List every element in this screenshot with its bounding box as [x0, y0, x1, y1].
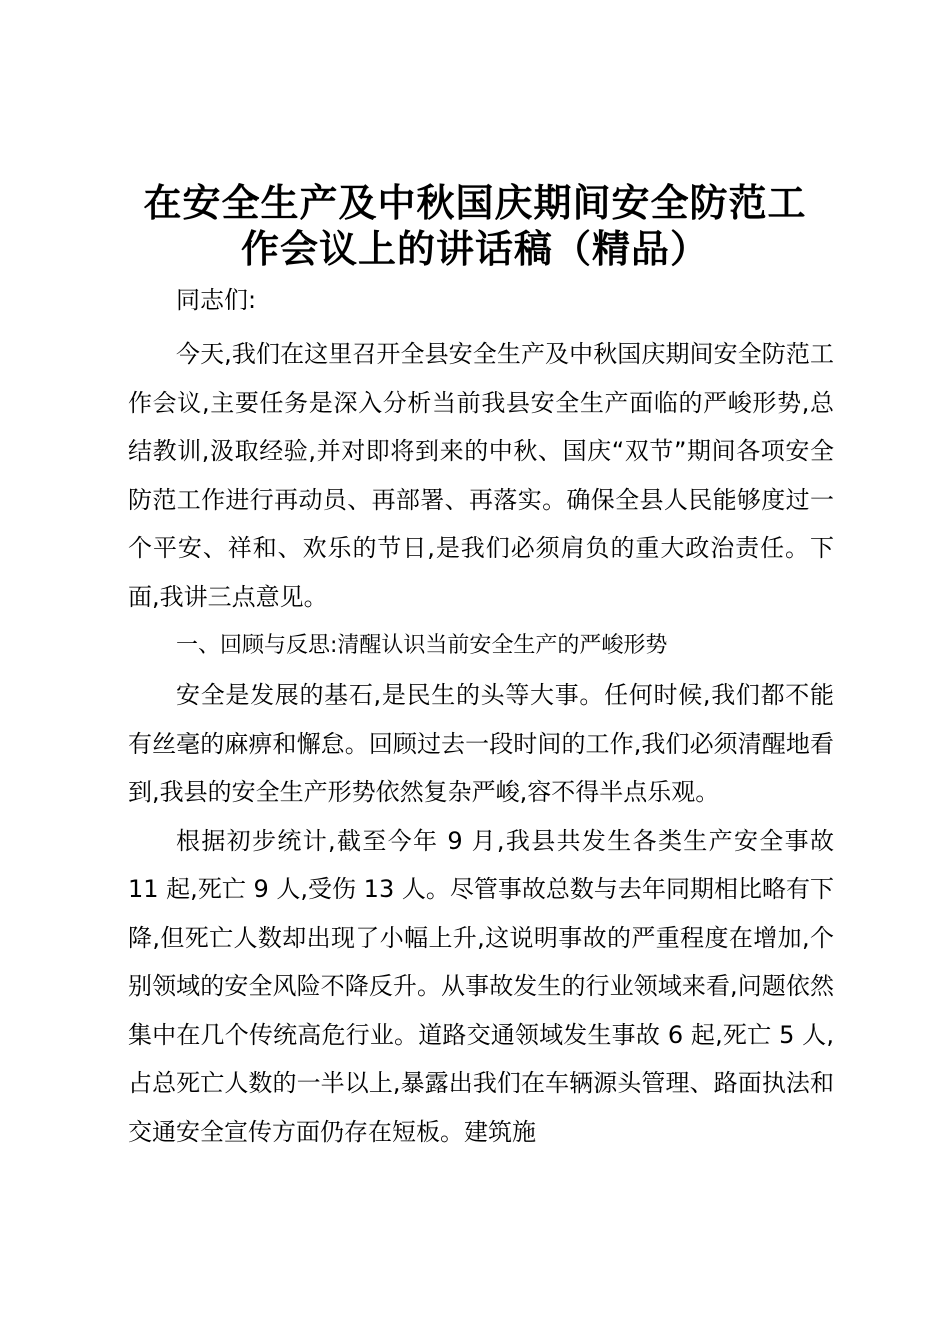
paragraph-statistics: 根据初步统计,截至今年 9 月,我县共发生各类生产安全事故 11 起,死亡 9 人,受伤 13 人。尽管事故总数与去年同期相比略有下降,但死亡人数却出现了小幅上升,这说明事故的严重程度在增加,个别领域的安全风险不降反升。从事故发生的行业领域来看,问题依然集中在几个传统高危行业。道路交通领域发生事故 6 起,死亡 5 人,占总死亡人数的一半以上,暴露出我们在车辆源头管理、路面执法和交通安全宣传方面仍存在短板。建筑施: [128, 826, 834, 1146]
greeting: 同志们:: [176, 286, 257, 314]
document-title: [110, 180, 840, 272]
title-line-2: 作会议上的讲话稿（精品）: [240, 226, 709, 271]
paragraph-intro: 今天,我们在这里召开全县安全生产及中秋国庆期间安全防范工作会议,主要任务是深入分析当前我县安全生产面临的严峻形势,总结教训,汲取经验,并对即将到来的中秋、国庆“双节”期间各项安全防范工作进行再动员、再部署、再落实。确保全县人民能够度过一个平安、祥和、欢乐的节日,是我们必须肩负的重大政治责任。下面,我讲三点意见。: [128, 340, 834, 611]
document-body: [128, 276, 834, 1156]
paragraph-safety-foundation: 安全是发展的基石,是民生的头等大事。任何时候,我们都不能有丝毫的麻痹和懈怠。回顾过去一段时间的工作,我们必须清醒地看到,我县的安全生产形势依然复杂严峻,容不得半点乐观。: [128, 681, 834, 806]
title-line-1: 在安全生产及中秋国庆期间安全防范工: [143, 180, 807, 225]
section-heading-1: 一、回顾与反思:清醒认识当前安全生产的严峻形势: [176, 633, 668, 658]
